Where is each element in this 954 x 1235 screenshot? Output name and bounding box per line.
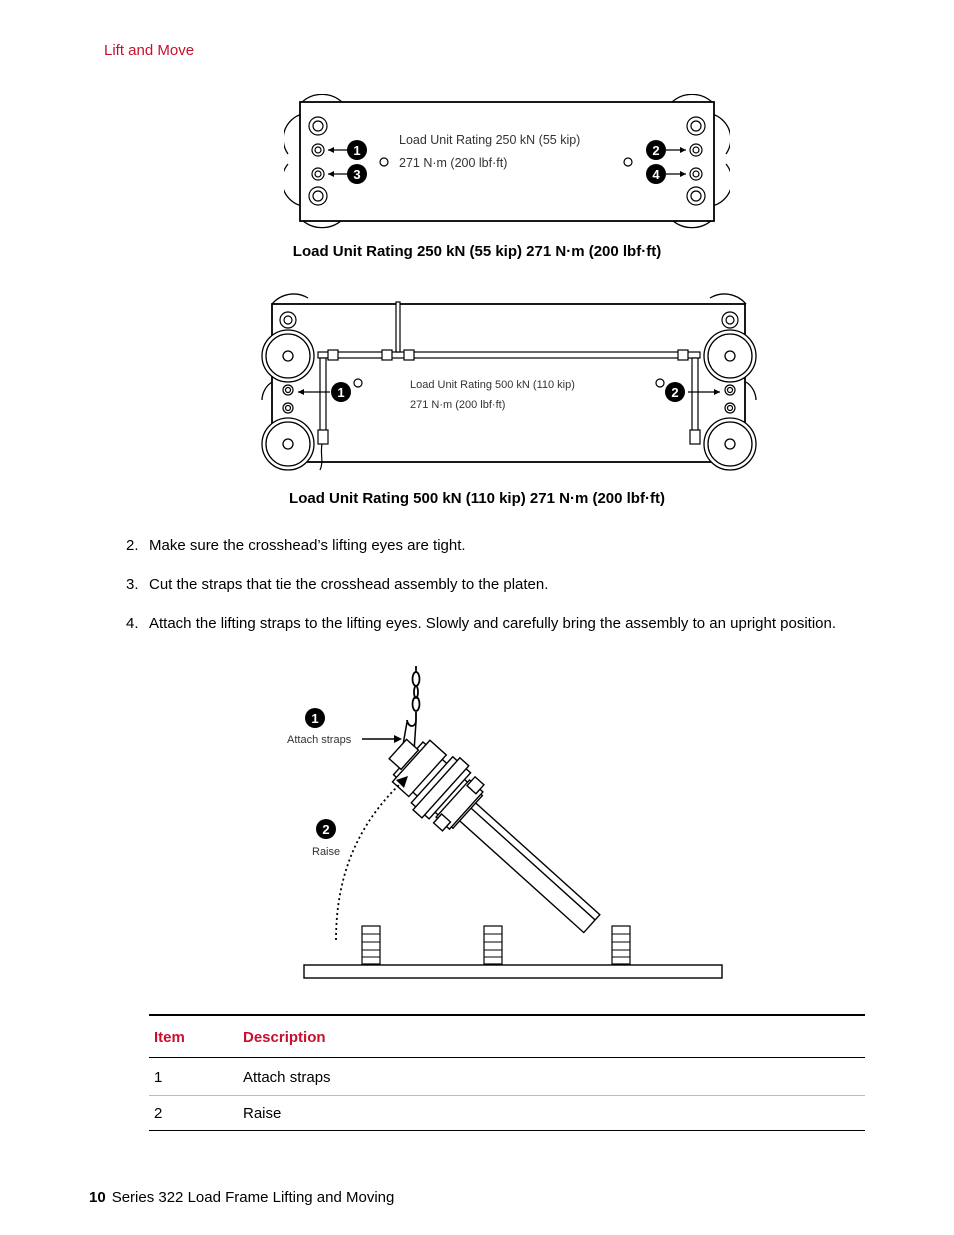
- step-text: Cut the straps that tie the crosshead assembly to the platen.: [149, 576, 549, 593]
- attach-straps-label: Attach straps: [287, 734, 352, 746]
- table-cell-item: 2: [154, 1105, 163, 1122]
- step-item: [126, 576, 548, 593]
- page-footer: [89, 1189, 394, 1206]
- step-item: [126, 615, 836, 632]
- step-text: Attach the lifting straps to the lifting eyes. Slowly and carefully bring the assembly to an upright position.: [149, 615, 837, 632]
- callout-1: 1: [311, 711, 319, 726]
- callout-1: 1: [337, 385, 345, 400]
- raise-label: Raise: [312, 846, 341, 858]
- section-header: Lift and Move: [104, 42, 195, 59]
- rating-label-line1: Load Unit Rating 250 kN (55 kip): [399, 133, 581, 147]
- table-cell-description: Raise: [243, 1105, 282, 1122]
- rating-label-line2: 271 N·m (200 lbf·ft): [410, 399, 506, 411]
- table-cell-item: 1: [154, 1069, 163, 1086]
- figure-250kn-crosshead: [284, 94, 730, 230]
- step-text: Make sure the crosshead’s lifting eyes are tight.: [149, 537, 466, 554]
- callout-3: 3: [353, 167, 361, 182]
- callout-2: 2: [322, 822, 330, 837]
- figure-lifting-diagram: [280, 662, 730, 984]
- figure-caption: Load Unit Rating 500 kN (110 kip) 271 N·m (200 lbf·ft): [289, 490, 665, 507]
- rating-label-line2: 271 N·m (200 lbf·ft): [399, 156, 508, 170]
- callout-4: 4: [652, 167, 660, 182]
- step-number: 4.: [126, 615, 139, 632]
- rating-label-line1: Load Unit Rating 500 kN (110 kip): [410, 379, 575, 391]
- column-header-description: Description: [243, 1029, 326, 1046]
- step-item: [126, 537, 466, 554]
- step-number: 2.: [126, 537, 139, 554]
- callout-1: 1: [353, 143, 361, 158]
- figure-caption: Load Unit Rating 250 kN (55 kip) 271 N·m (200 lbf·ft): [292, 243, 662, 260]
- column-header-item: Item: [154, 1029, 185, 1046]
- page-number: 10: [89, 1189, 106, 1206]
- callout-2: 2: [652, 143, 660, 158]
- callout-2: 2: [671, 385, 679, 400]
- step-number: 3.: [126, 576, 139, 593]
- figure-500kn-crosshead: [258, 290, 760, 476]
- table-cell-description: Attach straps: [243, 1069, 331, 1086]
- document-title: Series 322 Load Frame Lifting and Moving: [111, 1189, 395, 1206]
